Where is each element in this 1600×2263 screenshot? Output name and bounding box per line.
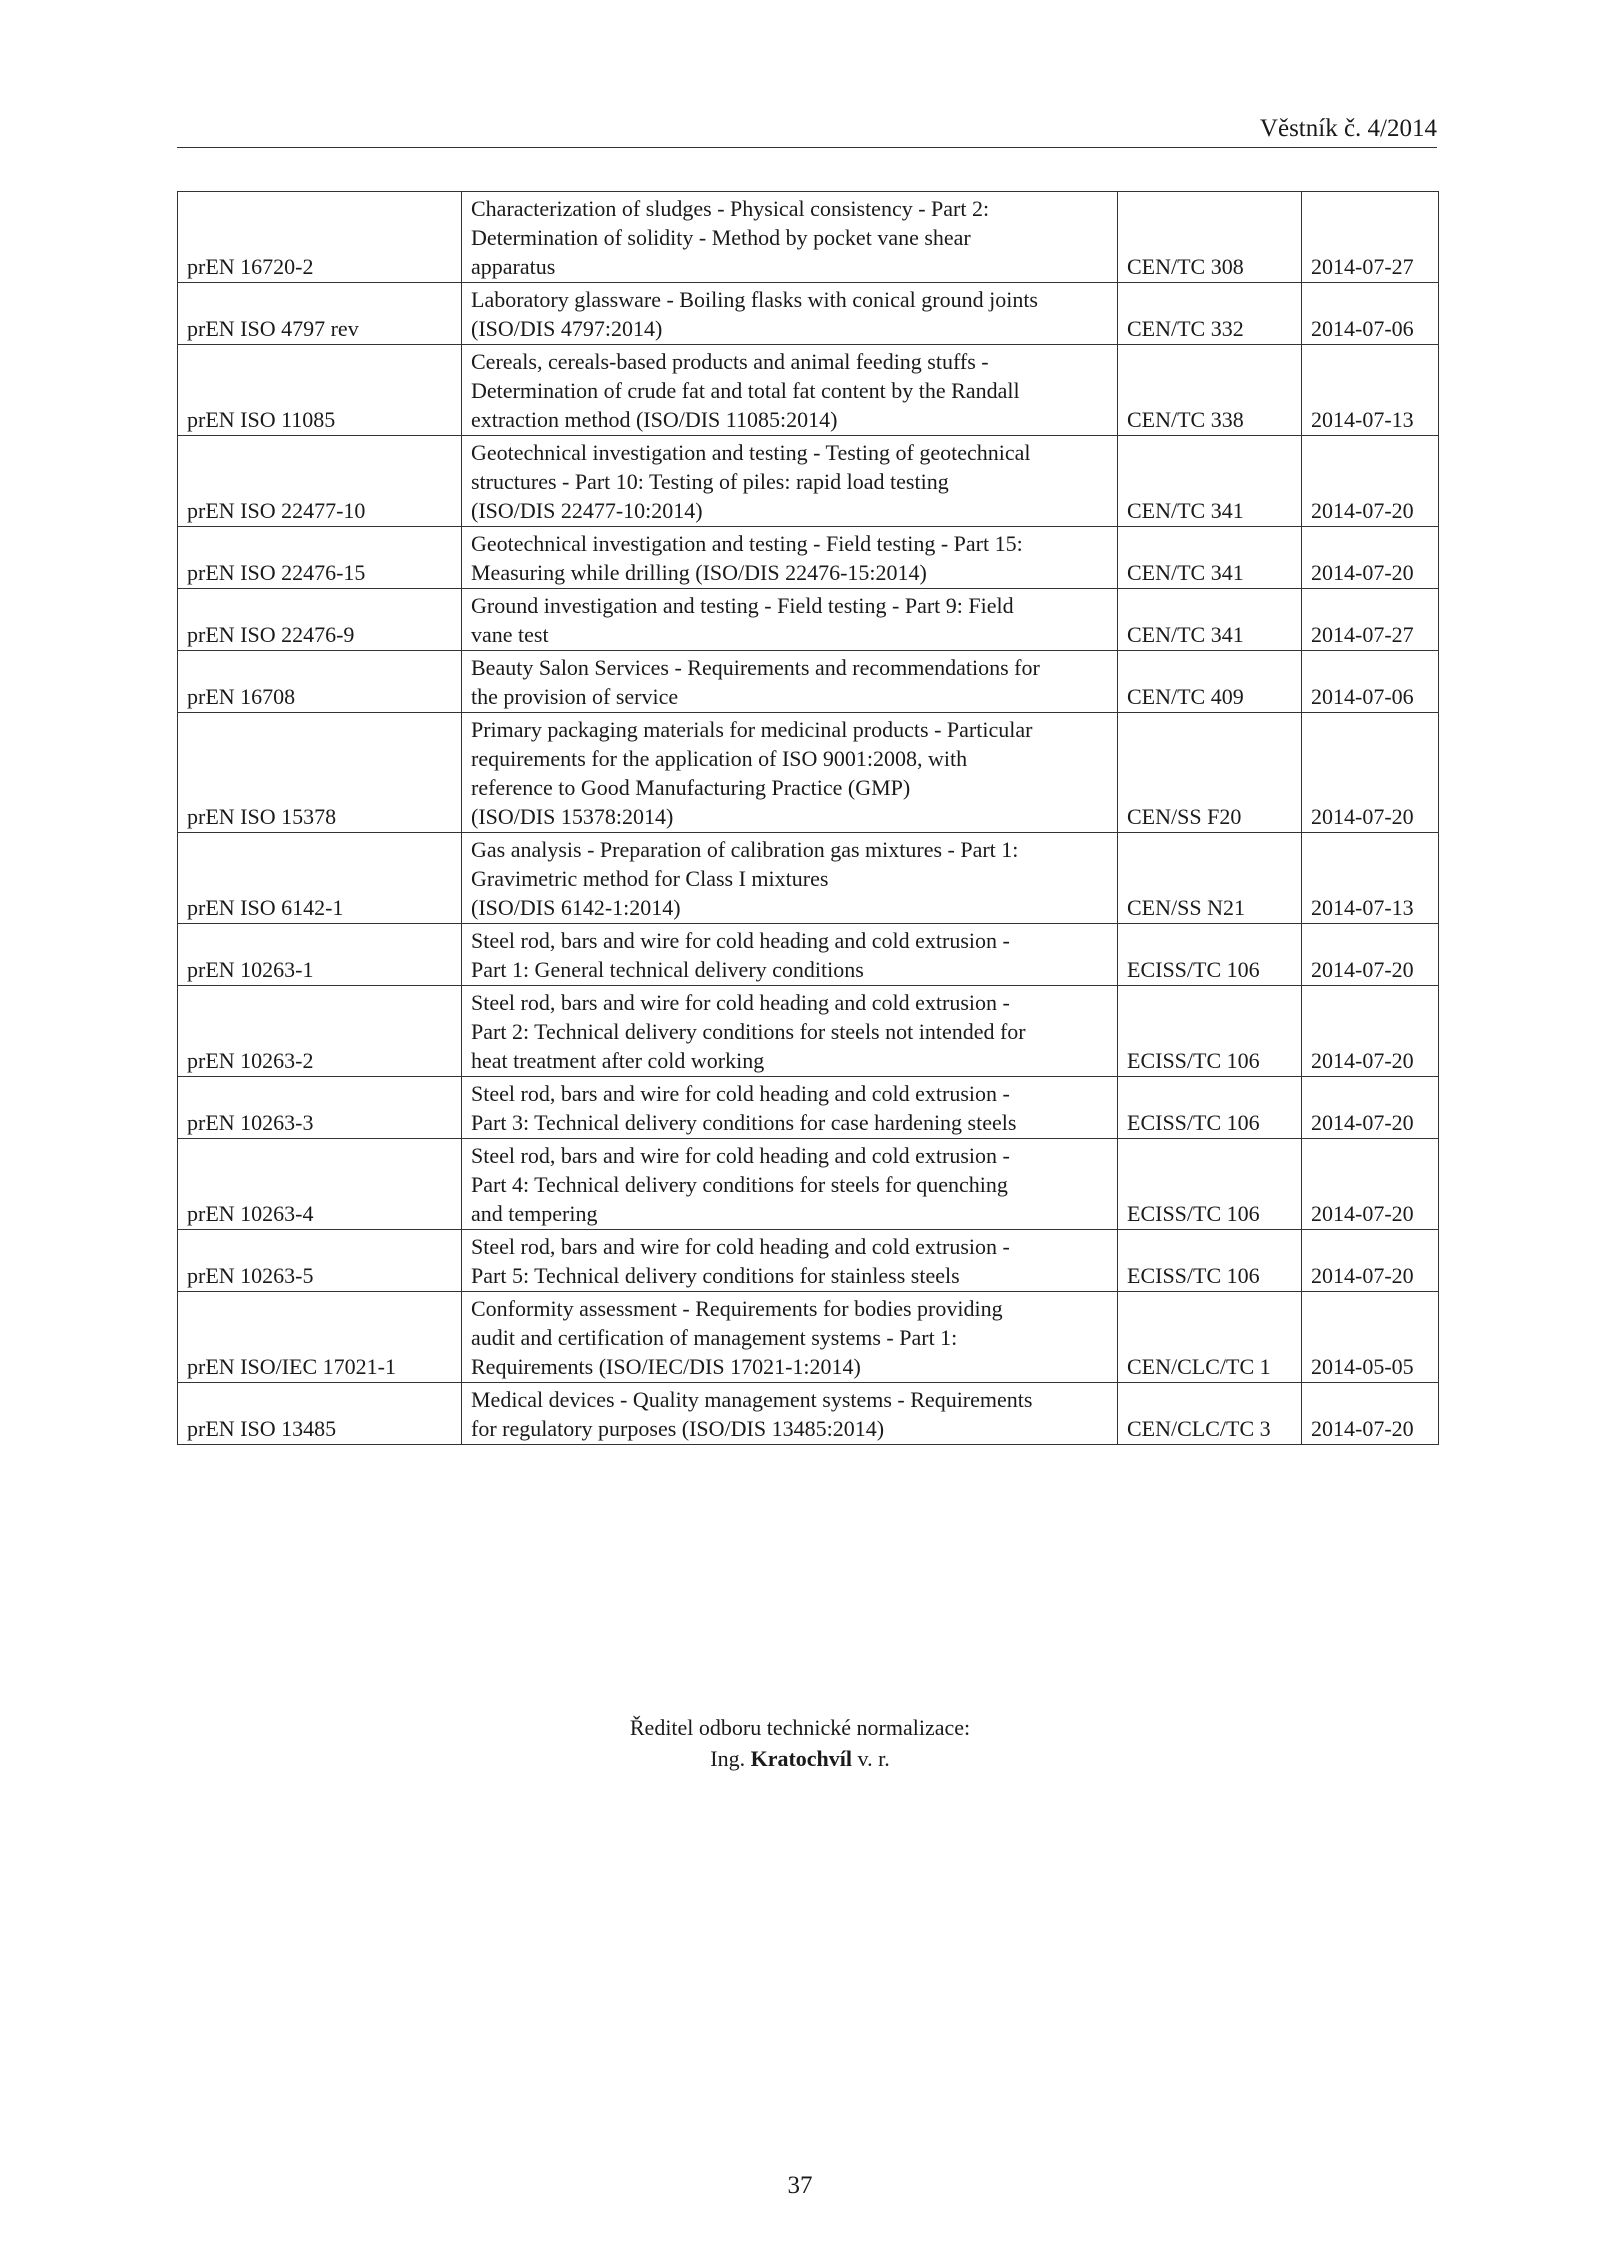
standard-code-cell: prEN 10263-1: [178, 924, 462, 986]
standard-code-cell: prEN ISO 13485: [178, 1383, 462, 1445]
table-row: [178, 986, 1439, 1077]
standard-title-cell: Steel rod, bars and wire for cold heading and cold extrusion - Part 4: Technical delivery conditions for steels for quenching and tempering: [462, 1139, 1118, 1230]
signature-block: [0, 1712, 1600, 1774]
signature-suffix: v. r.: [857, 1746, 890, 1771]
table-row: [178, 924, 1439, 986]
page-number: 37: [787, 2172, 813, 2199]
table-row: [178, 527, 1439, 589]
table-row: [178, 1139, 1439, 1230]
deadline-date-cell: 2014-07-20: [1302, 436, 1439, 527]
standard-code-cell: prEN ISO 15378: [178, 713, 462, 833]
standard-code-cell: prEN 16720-2: [178, 192, 462, 283]
standard-code-cell: prEN ISO/IEC 17021-1: [178, 1292, 462, 1383]
deadline-date-cell: 2014-07-20: [1302, 1383, 1439, 1445]
committee-cell: CEN/SS F20: [1118, 713, 1302, 833]
standard-code-cell: prEN 10263-3: [178, 1077, 462, 1139]
committee-cell: ECISS/TC 106: [1118, 1139, 1302, 1230]
committee-cell: ECISS/TC 106: [1118, 1077, 1302, 1139]
table-row: [178, 651, 1439, 713]
table-row: [178, 1230, 1439, 1292]
deadline-date-cell: 2014-07-20: [1302, 1230, 1439, 1292]
standard-title-cell: Primary packaging materials for medicinal products - Particular requirements for the application of ISO 9001:2008, with reference to Good Manufacturing Practice (GMP) (ISO/DIS 15378:2014): [462, 713, 1118, 833]
standard-code-cell: prEN ISO 6142-1: [178, 833, 462, 924]
committee-cell: CEN/TC 341: [1118, 436, 1302, 527]
deadline-date-cell: 2014-07-20: [1302, 986, 1439, 1077]
standard-title-cell: Steel rod, bars and wire for cold heading and cold extrusion - Part 3: Technical delivery conditions for case hardening steels: [462, 1077, 1118, 1139]
standard-title-cell: Steel rod, bars and wire for cold heading and cold extrusion - Part 2: Technical delivery conditions for steels not intended for heat treatment after cold working: [462, 986, 1118, 1077]
deadline-date-cell: 2014-07-20: [1302, 713, 1439, 833]
standard-title-cell: Gas analysis - Preparation of calibration gas mixtures - Part 1: Gravimetric method for Class I mixtures (ISO/DIS 6142-1:2014): [462, 833, 1118, 924]
committee-cell: CEN/TC 409: [1118, 651, 1302, 713]
table-row: [178, 833, 1439, 924]
standard-code-cell: prEN ISO 22477-10: [178, 436, 462, 527]
deadline-date-cell: 2014-07-06: [1302, 283, 1439, 345]
table-row: [178, 283, 1439, 345]
deadline-date-cell: 2014-07-13: [1302, 833, 1439, 924]
deadline-date-cell: 2014-07-06: [1302, 651, 1439, 713]
standard-title-cell: Ground investigation and testing - Field testing - Part 9: Field vane test: [462, 589, 1118, 651]
signature-name: Kratochvíl: [750, 1746, 853, 1771]
deadline-date-cell: 2014-07-13: [1302, 345, 1439, 436]
table-row: [178, 1077, 1439, 1139]
deadline-date-cell: 2014-05-05: [1302, 1292, 1439, 1383]
standard-code-cell: prEN 16708: [178, 651, 462, 713]
committee-cell: CEN/SS N21: [1118, 833, 1302, 924]
standard-code-cell: prEN ISO 11085: [178, 345, 462, 436]
standard-title-cell: Laboratory glassware - Boiling flasks with conical ground joints (ISO/DIS 4797:2014): [462, 283, 1118, 345]
standard-code-cell: prEN ISO 4797 rev: [178, 283, 462, 345]
standard-code-cell: prEN ISO 22476-9: [178, 589, 462, 651]
committee-cell: CEN/TC 341: [1118, 589, 1302, 651]
committee-cell: ECISS/TC 106: [1118, 924, 1302, 986]
standard-title-cell: Medical devices - Quality management systems - Requirements for regulatory purposes (ISO/DIS 13485:2014): [462, 1383, 1118, 1445]
standard-title-cell: Geotechnical investigation and testing - Testing of geotechnical structures - Part 10: Testing of piles: rapid load testing (ISO/DIS 22477-10:2014): [462, 436, 1118, 527]
committee-cell: CEN/TC 332: [1118, 283, 1302, 345]
table-row: [178, 589, 1439, 651]
standards-table: [177, 191, 1439, 1445]
table-row: [178, 713, 1439, 833]
signature-line: [0, 1743, 1600, 1774]
standard-title-cell: Characterization of sludges - Physical consistency - Part 2: Determination of solidity - Method by pocket vane shear apparatus: [462, 192, 1118, 283]
standard-title-cell: Conformity assessment - Requirements for bodies providing audit and certification of management systems - Part 1: Requirements (ISO/IEC/DIS 17021-1:2014): [462, 1292, 1118, 1383]
standard-title-cell: Geotechnical investigation and testing - Field testing - Part 15: Measuring while drilling (ISO/DIS 22476-15:2014): [462, 527, 1118, 589]
table-row: [178, 436, 1439, 527]
standard-code-cell: prEN 10263-5: [178, 1230, 462, 1292]
committee-cell: CEN/TC 308: [1118, 192, 1302, 283]
committee-cell: ECISS/TC 106: [1118, 986, 1302, 1077]
committee-cell: CEN/CLC/TC 1: [1118, 1292, 1302, 1383]
committee-cell: CEN/TC 338: [1118, 345, 1302, 436]
committee-cell: ECISS/TC 106: [1118, 1230, 1302, 1292]
committee-cell: CEN/TC 341: [1118, 527, 1302, 589]
standard-code-cell: prEN ISO 22476-15: [178, 527, 462, 589]
deadline-date-cell: 2014-07-20: [1302, 1077, 1439, 1139]
standard-code-cell: prEN 10263-4: [178, 1139, 462, 1230]
deadline-date-cell: 2014-07-20: [1302, 527, 1439, 589]
table-row: [178, 345, 1439, 436]
standards-table-body: [178, 192, 1439, 1445]
deadline-date-cell: 2014-07-27: [1302, 192, 1439, 283]
table-row: [178, 1292, 1439, 1383]
deadline-date-cell: 2014-07-20: [1302, 1139, 1439, 1230]
signature-prefix: Ing.: [710, 1746, 746, 1771]
committee-cell: CEN/CLC/TC 3: [1118, 1383, 1302, 1445]
deadline-date-cell: 2014-07-27: [1302, 589, 1439, 651]
standard-title-cell: Beauty Salon Services - Requirements and recommendations for the provision of service: [462, 651, 1118, 713]
standard-code-cell: prEN 10263-2: [178, 986, 462, 1077]
deadline-date-cell: 2014-07-20: [1302, 924, 1439, 986]
table-row: [178, 1383, 1439, 1445]
signature-position: Ředitel odboru technické normalizace:: [629, 1715, 971, 1740]
standard-title-cell: Steel rod, bars and wire for cold heading and cold extrusion - Part 1: General technical delivery conditions: [462, 924, 1118, 986]
header-divider: [177, 147, 1437, 148]
standard-title-cell: Cereals, cereals-based products and animal feeding stuffs - Determination of crude fat and total fat content by the Randall extraction method (ISO/DIS 11085:2014): [462, 345, 1118, 436]
standard-title-cell: Steel rod, bars and wire for cold heading and cold extrusion - Part 5: Technical delivery conditions for stainless steels: [462, 1230, 1118, 1292]
bulletin-title: Věstník č. 4/2014: [1259, 115, 1437, 142]
table-row: [178, 192, 1439, 283]
